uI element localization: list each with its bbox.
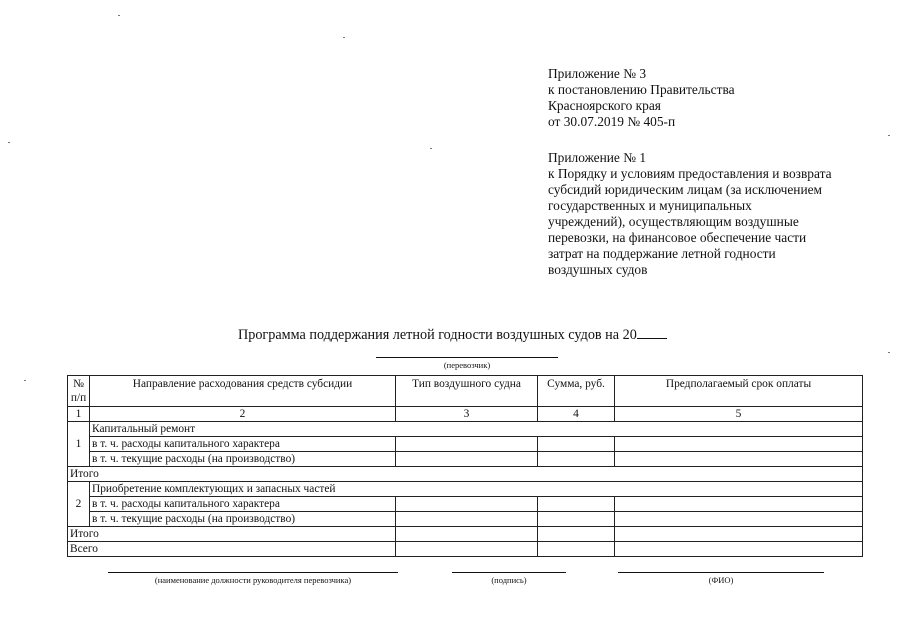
header-aircraft-type: Тип воздушного судна <box>396 376 538 407</box>
document-title <box>238 326 667 344</box>
amount-cell[interactable] <box>538 452 615 467</box>
subtotal-row <box>68 467 863 482</box>
row-label: в т. ч. расходы капитального характера <box>90 497 396 512</box>
column-number: 5 <box>615 407 863 422</box>
section-title: Приобретение комплектующих и запасных частей <box>90 482 863 497</box>
grand-total-row <box>68 542 863 557</box>
grand-total-label: Всего <box>68 542 396 557</box>
signature-line[interactable] <box>452 572 566 573</box>
appendix-1-line: субсидий юридическим лицам (за исключением <box>548 182 823 197</box>
row-label: в т. ч. текущие расходы (на производство) <box>90 512 396 527</box>
table-row <box>68 437 863 452</box>
table-row <box>68 452 863 467</box>
scan-speck <box>118 15 120 16</box>
row-label: в т. ч. текущие расходы (на производство) <box>90 452 396 467</box>
appendix-3-line: к постановлению Правительства <box>548 82 735 97</box>
carrier-caption: (перевозчик) <box>443 360 491 370</box>
amount-cell[interactable] <box>538 527 615 542</box>
appendix-1-line: перевозки, на финансовое обеспечение части <box>548 230 807 245</box>
subsidy-program-table <box>67 375 863 557</box>
appendix-3-line: от 30.07.2019 № 405-п <box>548 114 676 129</box>
appendix-1-block <box>548 150 832 278</box>
row-number: 2 <box>68 482 90 527</box>
scan-speck <box>24 380 26 381</box>
header-number <box>68 376 90 407</box>
aircraft-type-cell[interactable] <box>396 527 538 542</box>
appendix-1-line: учреждений), осуществляющим воздушные <box>548 214 799 229</box>
column-number: 2 <box>90 407 396 422</box>
appendix-1-line: воздушных судов <box>548 262 648 277</box>
scan-speck <box>430 148 432 149</box>
appendix-3-block <box>548 66 735 130</box>
aircraft-type-cell[interactable] <box>396 437 538 452</box>
appendix-1-line: затрат на поддержание летной годности <box>548 246 776 261</box>
document-title-text: Программа поддержания летной годности воздушных судов на 20 <box>238 327 637 343</box>
amount-cell[interactable] <box>538 497 615 512</box>
column-numbers-row <box>68 407 863 422</box>
carrier-blank-line[interactable] <box>376 357 558 358</box>
appendix-1-line: к Порядку и условиям предоставления и возврата <box>548 166 832 181</box>
payment-term-cell[interactable] <box>615 452 863 467</box>
scan-speck <box>343 37 345 38</box>
header-direction: Направление расходования средств субсидии <box>90 376 396 407</box>
aircraft-type-cell[interactable] <box>396 452 538 467</box>
amount-cell[interactable] <box>538 542 615 557</box>
signature-caption: (подпись) <box>491 575 527 585</box>
column-number: 1 <box>68 407 90 422</box>
subtotal-row <box>68 527 863 542</box>
year-blank-line[interactable] <box>637 326 667 339</box>
payment-term-cell[interactable] <box>615 497 863 512</box>
row-label: в т. ч. расходы капитального характера <box>90 437 396 452</box>
payment-term-cell[interactable] <box>615 437 863 452</box>
appendix-1-line: государственных и муниципальных <box>548 198 752 213</box>
table-row <box>68 497 863 512</box>
payment-term-cell[interactable] <box>615 542 863 557</box>
aircraft-type-cell[interactable] <box>396 497 538 512</box>
header-amount: Сумма, руб. <box>538 376 615 407</box>
table-row <box>68 512 863 527</box>
header-payment-term: Предполагаемый срок оплаты <box>615 376 863 407</box>
aircraft-type-cell[interactable] <box>396 512 538 527</box>
subtotal-label: Итого <box>68 467 863 482</box>
appendix-3-line: Приложение № 3 <box>548 66 647 81</box>
appendix-1-line: Приложение № 1 <box>548 150 647 165</box>
payment-term-cell[interactable] <box>615 512 863 527</box>
table-row <box>68 422 863 437</box>
table-row <box>68 482 863 497</box>
column-number: 3 <box>396 407 538 422</box>
subtotal-label: Итого <box>68 527 396 542</box>
aircraft-type-cell[interactable] <box>396 542 538 557</box>
scan-speck <box>888 135 890 136</box>
row-number: 1 <box>68 422 90 467</box>
name-signature-line[interactable] <box>618 572 824 573</box>
payment-term-cell[interactable] <box>615 527 863 542</box>
position-caption: (наименование должности руководителя перевозчика) <box>154 575 352 585</box>
position-signature-line[interactable] <box>108 572 398 573</box>
column-number: 4 <box>538 407 615 422</box>
amount-cell[interactable] <box>538 512 615 527</box>
header-number-label: № <box>73 378 84 390</box>
section-title: Капитальный ремонт <box>90 422 863 437</box>
appendix-3-line: Красноярского края <box>548 98 661 113</box>
name-caption: (ФИО) <box>708 575 734 585</box>
header-number-sublabel: п/п <box>70 392 87 404</box>
scan-speck <box>8 142 10 143</box>
scan-speck <box>888 352 890 353</box>
amount-cell[interactable] <box>538 437 615 452</box>
table-header-row <box>68 376 863 407</box>
